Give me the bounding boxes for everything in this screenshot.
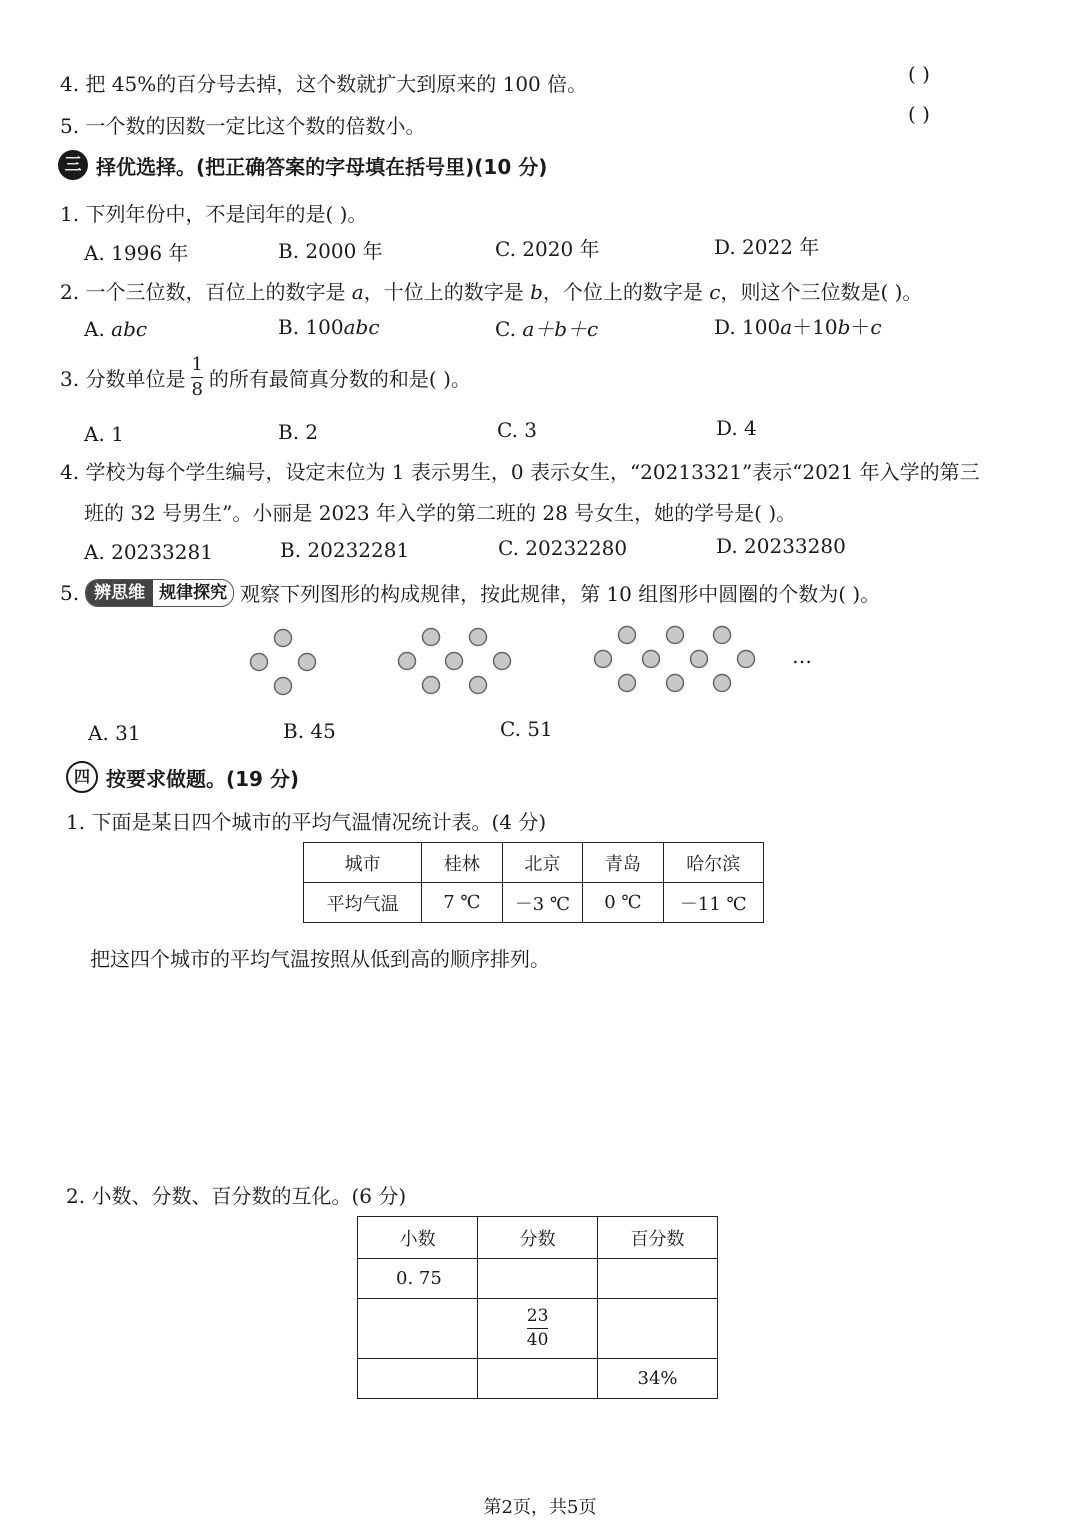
fraction-cell bbox=[478, 1299, 598, 1359]
table-cell: －11 ℃ bbox=[663, 883, 763, 923]
fraction-answer-cell[interactable] bbox=[478, 1259, 598, 1299]
s3-q3-stem: 3. 分数单位是 $\frac{1}{8}$ 的所有最简真分数的和是( )。 bbox=[60, 354, 471, 400]
judge-q4-answer-paren[interactable]: ( ) bbox=[908, 62, 930, 86]
temperature-table bbox=[303, 842, 764, 923]
s3-q1-option-c: C. 2020 年 bbox=[495, 237, 600, 261]
pattern-circle bbox=[251, 654, 268, 671]
judge-q4: 4. 把 45%的百分号去掉，这个数就扩大到原来的 100 倍。 bbox=[60, 72, 588, 96]
section-3-number: 三 bbox=[58, 150, 88, 180]
table-row bbox=[358, 1217, 718, 1259]
pattern-group-2 bbox=[399, 629, 511, 694]
section-3-header bbox=[58, 150, 547, 180]
s3-q2-stem: 2. 一个三位数，百位上的数字是 a，十位上的数字是 b，个位上的数字是 c，则这个三位数是( )。 bbox=[60, 280, 923, 304]
table-row bbox=[358, 1359, 718, 1399]
s3-q1-option-a: A. 1996 年 bbox=[84, 241, 189, 265]
s3-q1-stem: 1. 下列年份中，不是闰年的是( )。 bbox=[60, 202, 368, 226]
pattern-circle bbox=[275, 630, 292, 647]
pattern-circle bbox=[691, 651, 708, 668]
table-header-cell: 百分数 bbox=[598, 1217, 718, 1259]
s3-q4-option-d: D. 20233280 bbox=[716, 534, 846, 558]
decimal-answer-cell[interactable] bbox=[358, 1299, 478, 1359]
table-cell: 7 ℃ bbox=[422, 883, 502, 923]
table-header-cell: 分数 bbox=[478, 1217, 598, 1259]
s3-q3-option-b: B. 2 bbox=[278, 420, 319, 444]
s3-q5-option-b: B. 45 bbox=[283, 719, 336, 743]
s3-q2-option-b: B. 100abc bbox=[278, 315, 380, 339]
pattern-circle bbox=[738, 651, 755, 668]
pattern-circle bbox=[299, 654, 316, 671]
judge-q5: 5. 一个数的因数一定比这个数的倍数小。 bbox=[60, 114, 426, 138]
section-4-number: 四 bbox=[66, 761, 98, 793]
page-number: 第2页，共5页 bbox=[483, 1497, 597, 1518]
s4-q1-stem: 1. 下面是某日四个城市的平均气温情况统计表。(4 分) bbox=[66, 810, 547, 834]
pattern-circle bbox=[423, 677, 440, 694]
s3-q3-option-c: C. 3 bbox=[497, 418, 538, 442]
pattern-circle bbox=[494, 653, 511, 670]
table-row bbox=[358, 1259, 718, 1299]
thinking-tag: 辨思维 规律探究 bbox=[85, 579, 234, 607]
section-3-title: 择优选择。(把正确答案的字母填在括号里)(10 分) bbox=[96, 154, 548, 179]
fraction-one-eighth: $\frac{1}{8}$ bbox=[191, 354, 203, 400]
pattern-circle bbox=[595, 651, 612, 668]
pattern-circle bbox=[275, 678, 292, 695]
pattern-circle bbox=[619, 675, 636, 692]
pattern-group-1 bbox=[251, 630, 316, 695]
pattern-circle bbox=[714, 627, 731, 644]
table-cell: 平均气温 bbox=[304, 883, 422, 923]
s3-q5-stem: 5. 辨思维 规律探究 观察下列图形的构成规律，按此规律，第 10 组图形中圆圈的个数为( )。 bbox=[60, 580, 881, 606]
table-header-cell: 桂林 bbox=[422, 843, 502, 883]
s3-q4-option-a: A. 20233281 bbox=[84, 540, 213, 564]
percent-answer-cell[interactable] bbox=[598, 1259, 718, 1299]
pattern-circle bbox=[619, 627, 636, 644]
table-cell: 0 ℃ bbox=[583, 883, 663, 923]
pattern-circle bbox=[470, 629, 487, 646]
s4-q1-answer-area[interactable] bbox=[90, 990, 970, 1160]
pattern-circle bbox=[423, 629, 440, 646]
table-row bbox=[304, 843, 764, 883]
pattern-circle bbox=[643, 651, 660, 668]
section-4-title: 按要求做题。(19 分) bbox=[106, 766, 300, 791]
s3-q5-option-c: C. 51 bbox=[500, 717, 553, 741]
table-header-cell: 青岛 bbox=[583, 843, 663, 883]
percent-cell: 34% bbox=[598, 1359, 718, 1399]
s3-q3-option-a: A. 1 bbox=[84, 422, 124, 446]
s3-q4-stem-line2: 班的 32 号男生”。小丽是 2023 年入学的第二班的 28 号女生，她的学号是( )。 bbox=[84, 501, 797, 525]
s4-q1-instruction: 把这四个城市的平均气温按照从低到高的顺序排列。 bbox=[90, 947, 550, 971]
s3-q2-option-a: A. abc bbox=[84, 317, 148, 341]
table-row bbox=[358, 1299, 718, 1359]
pattern-circle bbox=[714, 675, 731, 692]
table-header-cell: 城市 bbox=[304, 843, 422, 883]
s3-q4-stem-line1: 4. 学校为每个学生编号，设定末位为 1 表示男生，0 表示女生，“20213321”表示“2021 年入学的第三 bbox=[60, 460, 980, 484]
s3-q2-option-c: C. a＋b＋c bbox=[495, 317, 599, 341]
section-4-header bbox=[66, 761, 299, 793]
s3-q1-option-d: D. 2022 年 bbox=[714, 235, 820, 259]
pattern-group-3 bbox=[595, 627, 755, 692]
decimal-answer-cell[interactable] bbox=[358, 1359, 478, 1399]
table-cell: －3 ℃ bbox=[502, 883, 582, 923]
s3-q2-option-d: D. 100a＋10b＋c bbox=[714, 315, 882, 339]
pattern-circle bbox=[446, 653, 463, 670]
s3-q5-option-a: A. 31 bbox=[88, 721, 141, 745]
pattern-circle bbox=[470, 677, 487, 694]
circle-pattern-figure bbox=[230, 620, 830, 700]
s3-q4-option-b: B. 20232281 bbox=[280, 538, 410, 562]
s4-q2-stem: 2. 小数、分数、百分数的互化。(6 分) bbox=[66, 1184, 407, 1208]
table-header-cell: 哈尔滨 bbox=[663, 843, 763, 883]
s3-q3-option-d: D. 4 bbox=[716, 416, 757, 440]
pattern-circle bbox=[667, 627, 684, 644]
judge-q5-answer-paren[interactable]: ( ) bbox=[908, 102, 930, 126]
s3-q4-option-c: C. 20232280 bbox=[498, 536, 628, 560]
pattern-ellipsis: … bbox=[792, 644, 812, 668]
decimal-cell: 0. 75 bbox=[358, 1259, 478, 1299]
pattern-circle bbox=[399, 653, 416, 670]
table-header-cell: 小数 bbox=[358, 1217, 478, 1259]
fraction-23-40: $\frac{23}{40}$ bbox=[526, 1306, 549, 1350]
pattern-circle bbox=[667, 675, 684, 692]
fraction-answer-cell[interactable] bbox=[478, 1359, 598, 1399]
percent-answer-cell[interactable] bbox=[598, 1299, 718, 1359]
s3-q1-option-b: B. 2000 年 bbox=[278, 239, 383, 263]
conversion-table bbox=[357, 1216, 718, 1399]
table-row bbox=[304, 883, 764, 923]
table-header-cell: 北京 bbox=[502, 843, 582, 883]
